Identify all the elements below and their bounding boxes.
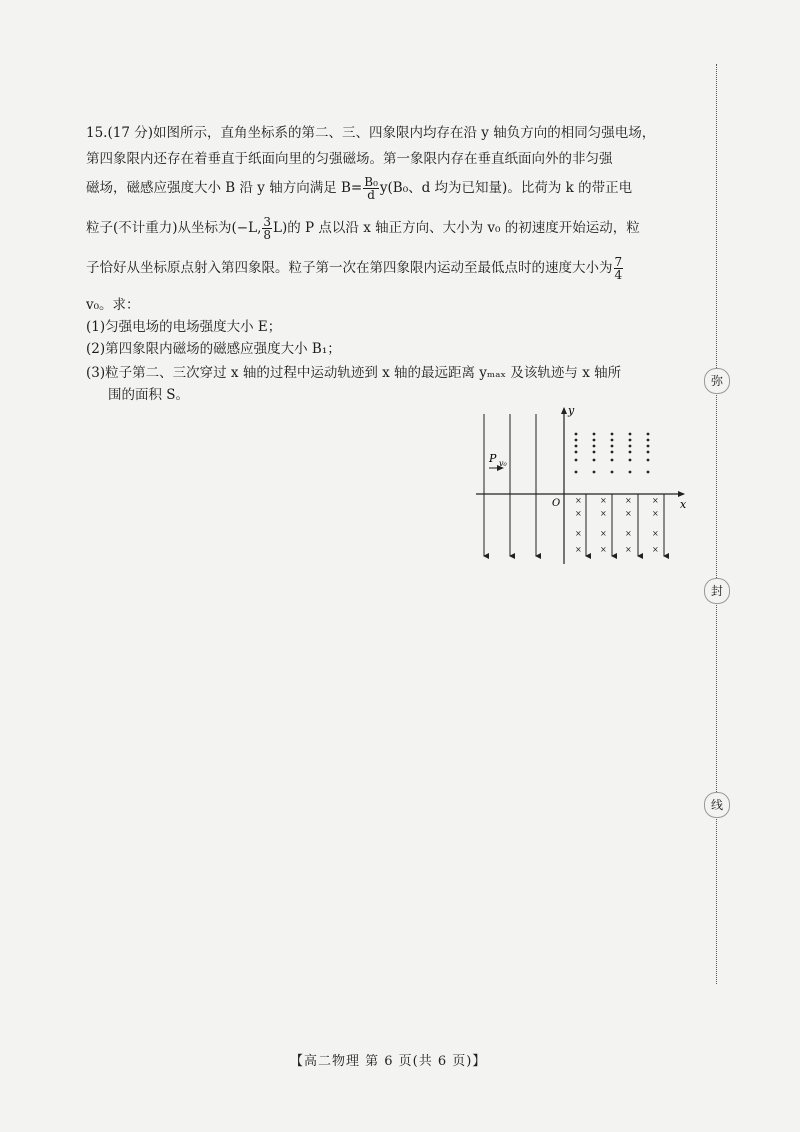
point-p-label: P [489, 452, 497, 465]
field-cross: × [600, 509, 607, 518]
field-dot [593, 433, 596, 436]
field-dot [611, 433, 614, 436]
field-dot [575, 439, 578, 442]
field-dot [611, 459, 614, 462]
field-dot [575, 451, 578, 454]
field-cross: × [625, 509, 632, 518]
field-dot [647, 451, 650, 454]
subquestion-3-continued: 围的面积 S。 [108, 387, 190, 403]
question-line-3 [86, 176, 632, 201]
field-diagram [472, 404, 694, 568]
field-dot [593, 471, 596, 474]
field-dot [629, 471, 632, 474]
velocity-label: v₀ [499, 459, 507, 468]
question-text-5a: 子恰好从坐标原点射入第四象限。粒子第一次在第四象限内运动至最低点时的速度大小为 [86, 260, 613, 276]
field-cross: × [652, 509, 659, 518]
question-text-3a: 磁场，磁感应强度大小 B 沿 y 轴方向满足 B= [86, 180, 363, 196]
question-line-5 [86, 256, 624, 281]
field-dot [647, 459, 650, 462]
question-points: (17 分) [107, 125, 153, 141]
question-line-1 [86, 124, 655, 143]
field-cross: × [575, 545, 582, 554]
field-dot [575, 433, 578, 436]
field-cross: × [625, 545, 632, 554]
fraction-numerator: B₀ [364, 175, 378, 189]
magnetic-field-in-crosses [575, 496, 659, 554]
y-axis-label: y [568, 404, 575, 417]
field-cross: × [625, 529, 632, 538]
field-dot [647, 439, 650, 442]
electric-field-lines-left [484, 414, 536, 556]
field-dot [611, 439, 614, 442]
question-line-2: 第四象限内还存在着垂直于纸面向里的匀强磁场。第一象限内存在垂直纸面向外的非匀强 [86, 151, 613, 167]
field-dot [593, 459, 596, 462]
field-dot [647, 445, 650, 448]
field-cross: × [652, 496, 659, 505]
binding-mark-top: 弥 [704, 368, 730, 394]
fraction-denominator: 8 [263, 228, 272, 242]
field-cross: × [600, 529, 607, 538]
binding-line [716, 64, 717, 984]
question-line-4 [86, 216, 640, 241]
field-dot [629, 451, 632, 454]
question-text-4a: 粒子(不计重力)从坐标为(−L, [86, 220, 262, 236]
field-dot [593, 445, 596, 448]
fraction-b0-over-d [363, 176, 379, 201]
field-dot [611, 451, 614, 454]
field-cross: × [652, 529, 659, 538]
field-cross: × [575, 509, 582, 518]
subquestion-2: (2)第四象限内磁场的磁感应强度大小 B₁； [86, 341, 341, 357]
binding-mark-bottom: 线 [704, 792, 730, 818]
fraction-denominator: d [367, 188, 375, 202]
field-cross: × [575, 496, 582, 505]
field-dot [575, 459, 578, 462]
field-dot [629, 433, 632, 436]
question-text-1: 如图所示，直角坐标系的第二、三、四象限内均存在沿 y 轴负方向的相同匀强电场， [153, 125, 656, 141]
fraction-7-over-4 [614, 256, 624, 281]
magnetic-field-out-dots [575, 433, 650, 474]
field-cross: × [575, 529, 582, 538]
subquestion-1: (1)匀强电场的电场强度大小 E； [86, 319, 282, 335]
question-line-6: v₀。求： [86, 297, 140, 313]
field-cross: × [625, 496, 632, 505]
field-dot [629, 439, 632, 442]
subquestion-3: (3)粒子第二、三次穿过 x 轴的过程中运动轨迹到 x 轴的最远距离 yₘₐₓ 及该轨迹与 x 轴所 [86, 365, 622, 381]
field-cross: × [652, 545, 659, 554]
page-footer: 【高二物理 第 6 页(共 6 页)】 [290, 1054, 487, 1069]
field-dot [647, 433, 650, 436]
field-dot [647, 471, 650, 474]
field-dot [575, 471, 578, 474]
field-dot [611, 471, 614, 474]
fraction-denominator: 4 [614, 268, 623, 282]
field-dot [611, 445, 614, 448]
x-axis-label: x [680, 498, 687, 511]
field-dot [575, 445, 578, 448]
fraction-3-over-8 [262, 216, 272, 241]
fraction-numerator: 7 [614, 255, 623, 269]
field-cross: × [600, 496, 607, 505]
field-dot [629, 459, 632, 462]
field-dot [593, 451, 596, 454]
question-text-3b: y(B₀、d 均为已知量)。比荷为 k 的带正电 [379, 180, 633, 196]
field-cross: × [600, 545, 607, 554]
binding-mark-middle: 封 [704, 578, 730, 604]
origin-label: O [552, 498, 561, 509]
question-text-4b: L)的 P 点以沿 x 轴正方向、大小为 v₀ 的初速度开始运动，粒 [273, 220, 640, 236]
field-dot [593, 439, 596, 442]
question-number: 15. [86, 125, 108, 141]
fraction-numerator: 3 [263, 215, 272, 229]
field-dot [629, 445, 632, 448]
